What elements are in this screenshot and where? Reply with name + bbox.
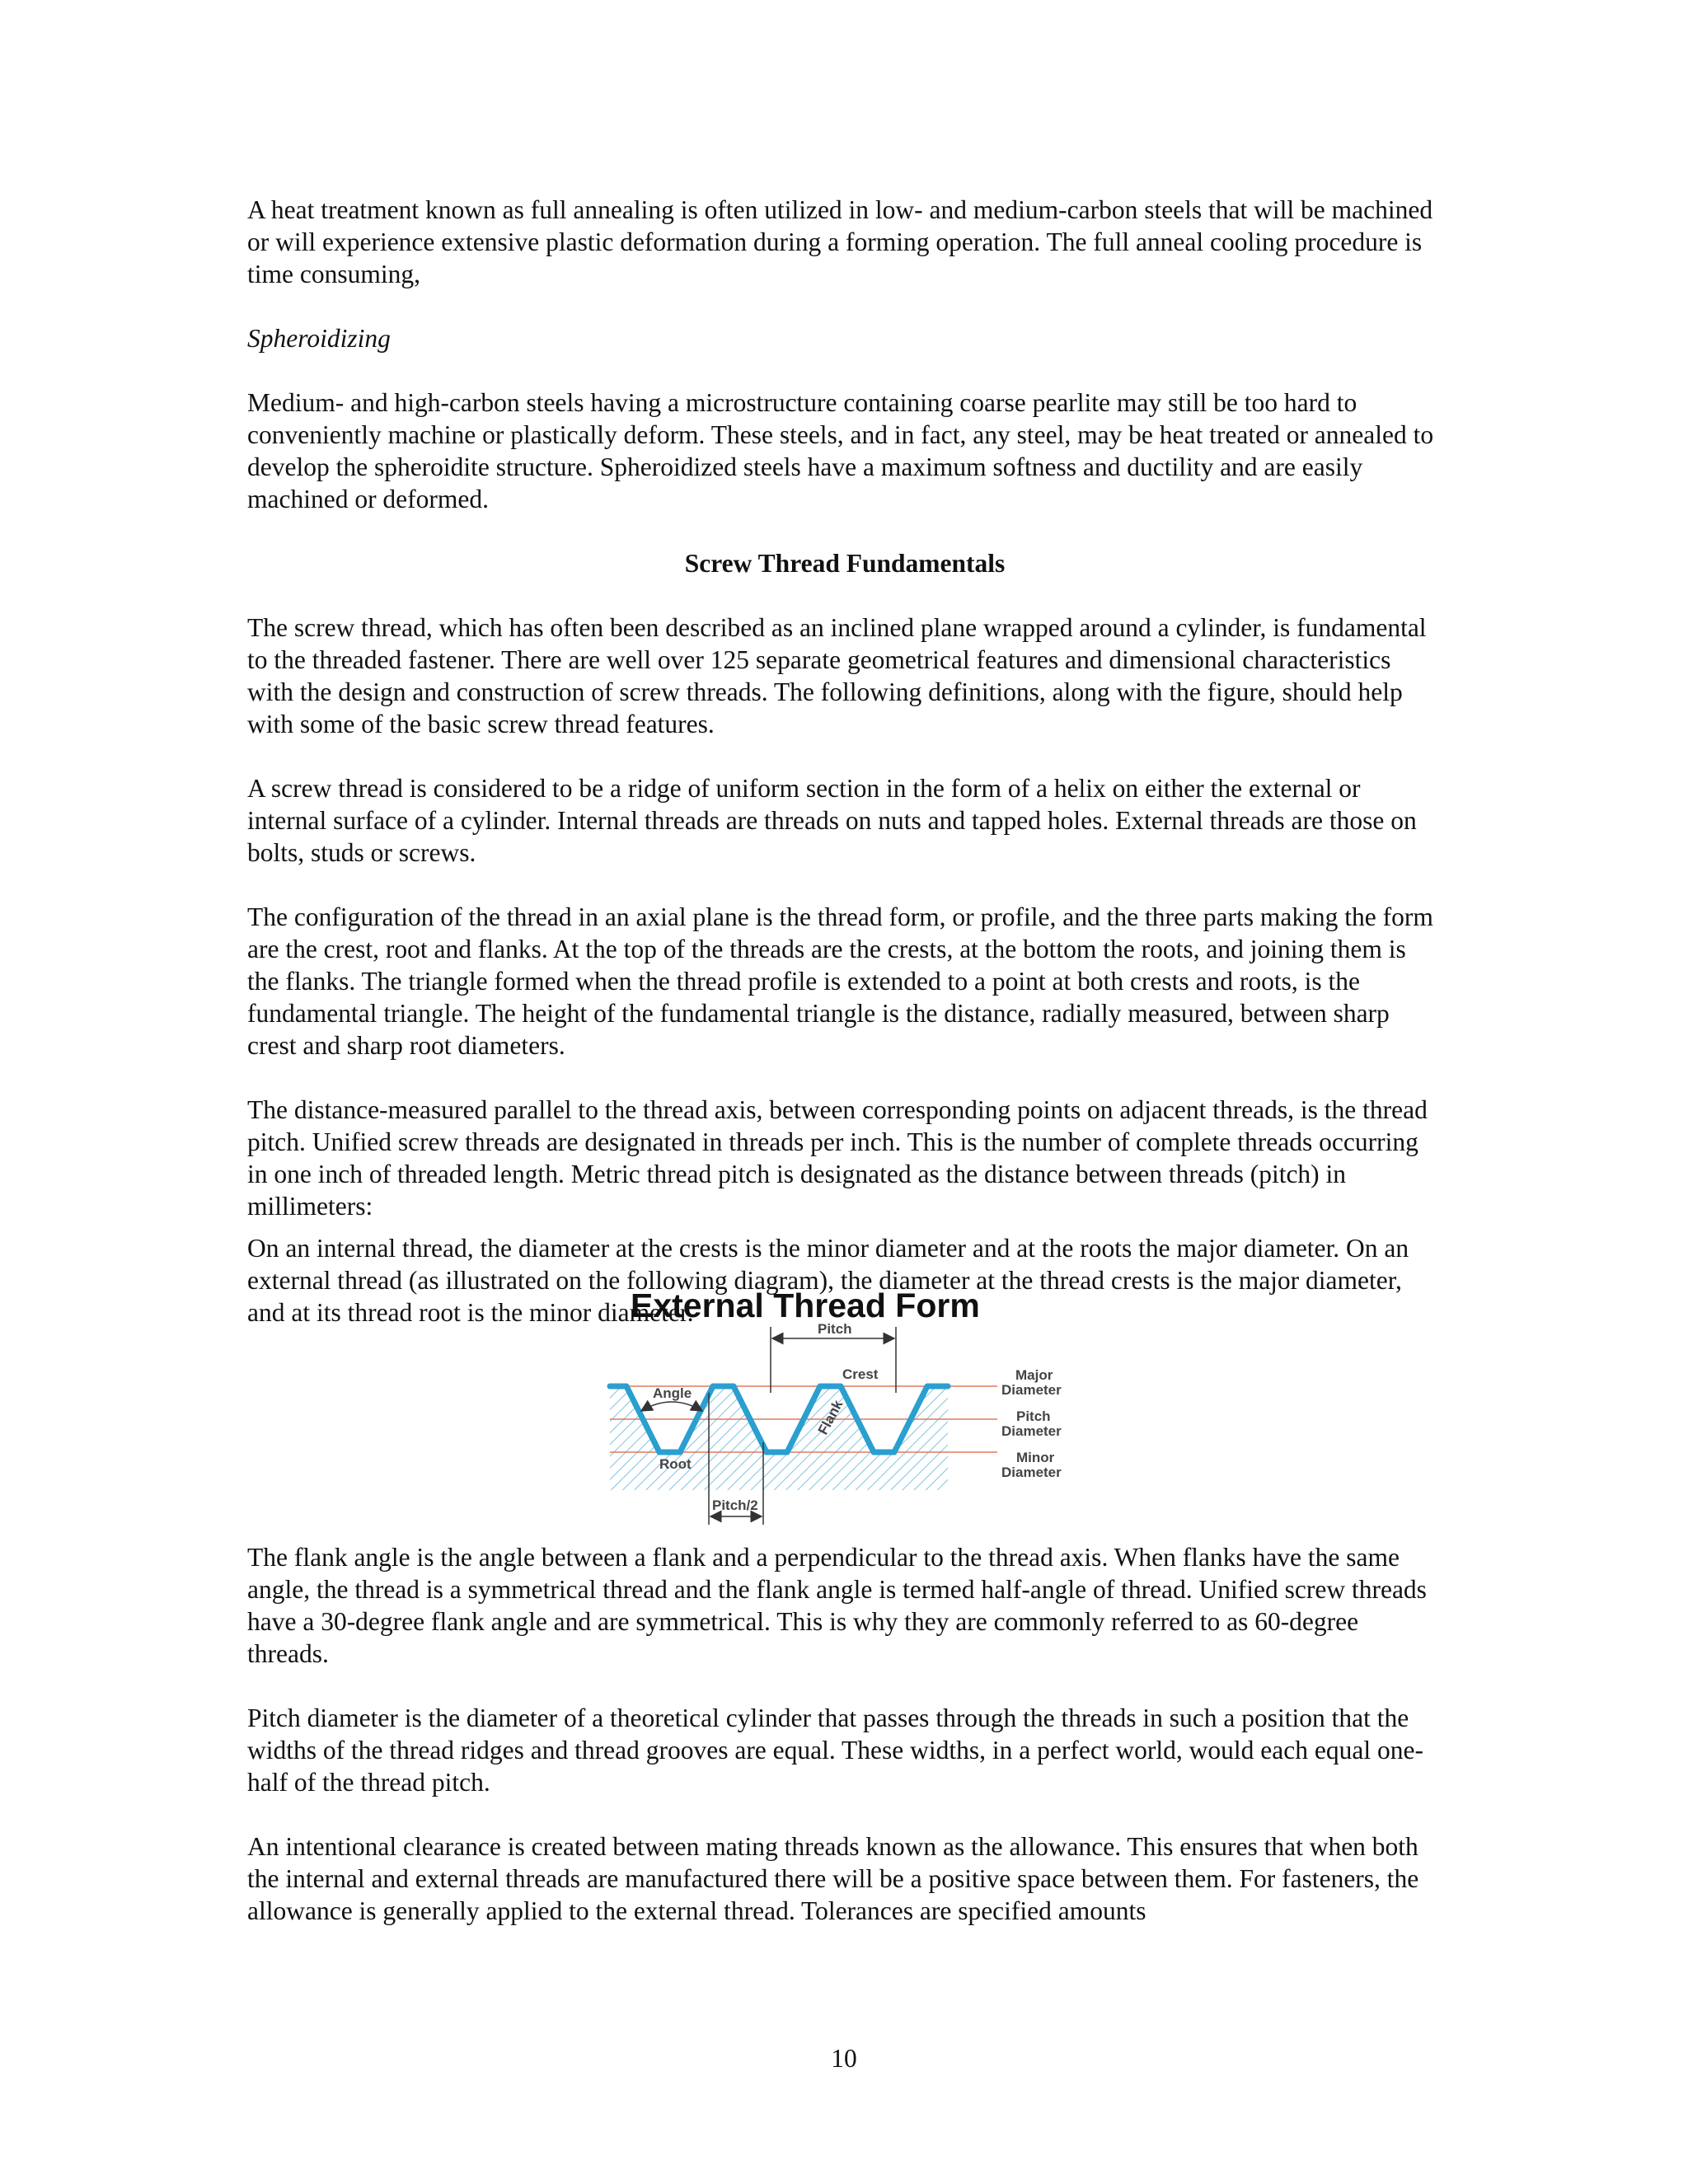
- page-number: 10: [831, 2044, 857, 2073]
- label-root: Root: [659, 1456, 692, 1472]
- paragraph-screw-3: The configuration of the thread in an axial plane is the thread form, or profile, and the three parts making the form are the crest, root and flanks. At the top of the threads are the crests, at the bottom the roots, and joining them is the flanks. The triangle formed when the thread profile is extended to a point at both crests and roots, is the fundamental triangle. The height of the fundamental triangle is the distance, radially measured, between sharp crest and sharp root diameters.: [247, 902, 1433, 1060]
- label-angle: Angle: [653, 1385, 692, 1401]
- lower-text-block: [247, 1541, 1442, 1959]
- label-pitch-half: Pitch/2: [712, 1497, 758, 1513]
- label-pitch: Pitch: [818, 1321, 852, 1337]
- label-pitch-diameter-2: Diameter: [1001, 1423, 1062, 1439]
- section-label-spheroidizing: Spheroidizing: [247, 324, 391, 353]
- label-crest: Crest: [842, 1366, 879, 1382]
- section-heading-screw-thread: Screw Thread Fundamentals: [684, 549, 1006, 578]
- paragraph-screw-2: A screw thread is considered to be a ridge of uniform section in the form of a helix on either the external or internal surface of a cylinder. Internal threads are threads on nuts and tapped holes. External threads are those on bolts, studs or screws.: [247, 774, 1417, 867]
- main-text-block: [247, 194, 1442, 1329]
- label-flank: Flank: [814, 1397, 846, 1437]
- label-minor-1: Minor: [1016, 1450, 1055, 1465]
- paragraph-screw-4: The distance-measured parallel to the thread axis, between corresponding points on adjacent threads, is the thread pitch. Unified screw threads are designated in threads per inch. This is the number of complete threads occurring in one inch of threaded length. Metric thread pitch is designated as the distance between threads (pitch) in millimeters:: [247, 1095, 1428, 1221]
- paragraph-spheroidizing: Medium- and high-carbon steels having a microstructure containing coarse pearlite may still be too hard to conveniently machine or plastically deform. These steels, and in fact, any steel, may be heat treated or annealed to develop the spheroidite structure. Spheroidized steels have a maximum softness and ductility and are easily machined or deformed.: [247, 388, 1434, 513]
- paragraph-pitch-diameter: Pitch diameter is the diameter of a theoretical cylinder that passes through the threads in such a position that the widths of the thread ridges and thread grooves are equal. These widths, in a perfect world, would each equal one-half of the thread pitch.: [247, 1704, 1423, 1797]
- paragraph-screw-5: On an internal thread, the diameter at the crests is the minor diameter and at the roots the major diameter. On an external thread (as illustrated on the following diagram), the diameter at the thread crests is the major diameter, and at its thread root is the minor diameter.: [247, 1234, 1409, 1327]
- label-major-1: Major: [1015, 1367, 1053, 1383]
- angle-arc-arrow: [641, 1402, 702, 1411]
- label-major-2: Diameter: [1001, 1382, 1062, 1398]
- figure-title: External Thread Form: [631, 1286, 980, 1324]
- paragraph-allowance: An intentional clearance is created between mating threads known as the allowance. This ensures that when both the internal and external threads are manufactured there will be a positive space between them. For fasteners, the allowance is generally applied to the external thread. Tolerances are specified amounts: [247, 1832, 1419, 1925]
- thread-diagram: [602, 1277, 1080, 1530]
- paragraph-full-annealing: A heat treatment known as full annealing is often utilized in low- and medium-carbon steels that will be machined or will experience extensive plastic deformation during a forming operation. The full anneal cooling procedure is time consuming,: [247, 195, 1433, 288]
- label-pitch-diameter-1: Pitch: [1016, 1408, 1051, 1424]
- paragraph-flank-angle: The flank angle is the angle between a flank and a perpendicular to the thread axis. When flanks have the same angle, the thread is a symmetrical thread and the flank angle is termed half-angle of thread. Unified screw threads have a 30-degree flank angle and are symmetrical. This is why they are commonly referred to as 60-degree threads.: [247, 1543, 1427, 1668]
- thread-material-hatch: [610, 1386, 948, 1490]
- label-minor-2: Diameter: [1001, 1465, 1062, 1480]
- external-thread-figure: [602, 1277, 1080, 1530]
- paragraph-screw-1: The screw thread, which has often been described as an inclined plane wrapped around a cylinder, is fundamental to the threaded fastener. There are well over 125 separate geometrical features and dimensional characteristics with the design and construction of screw threads. The following definitions, along with the figure, should help with some of the basic screw thread features.: [247, 613, 1427, 738]
